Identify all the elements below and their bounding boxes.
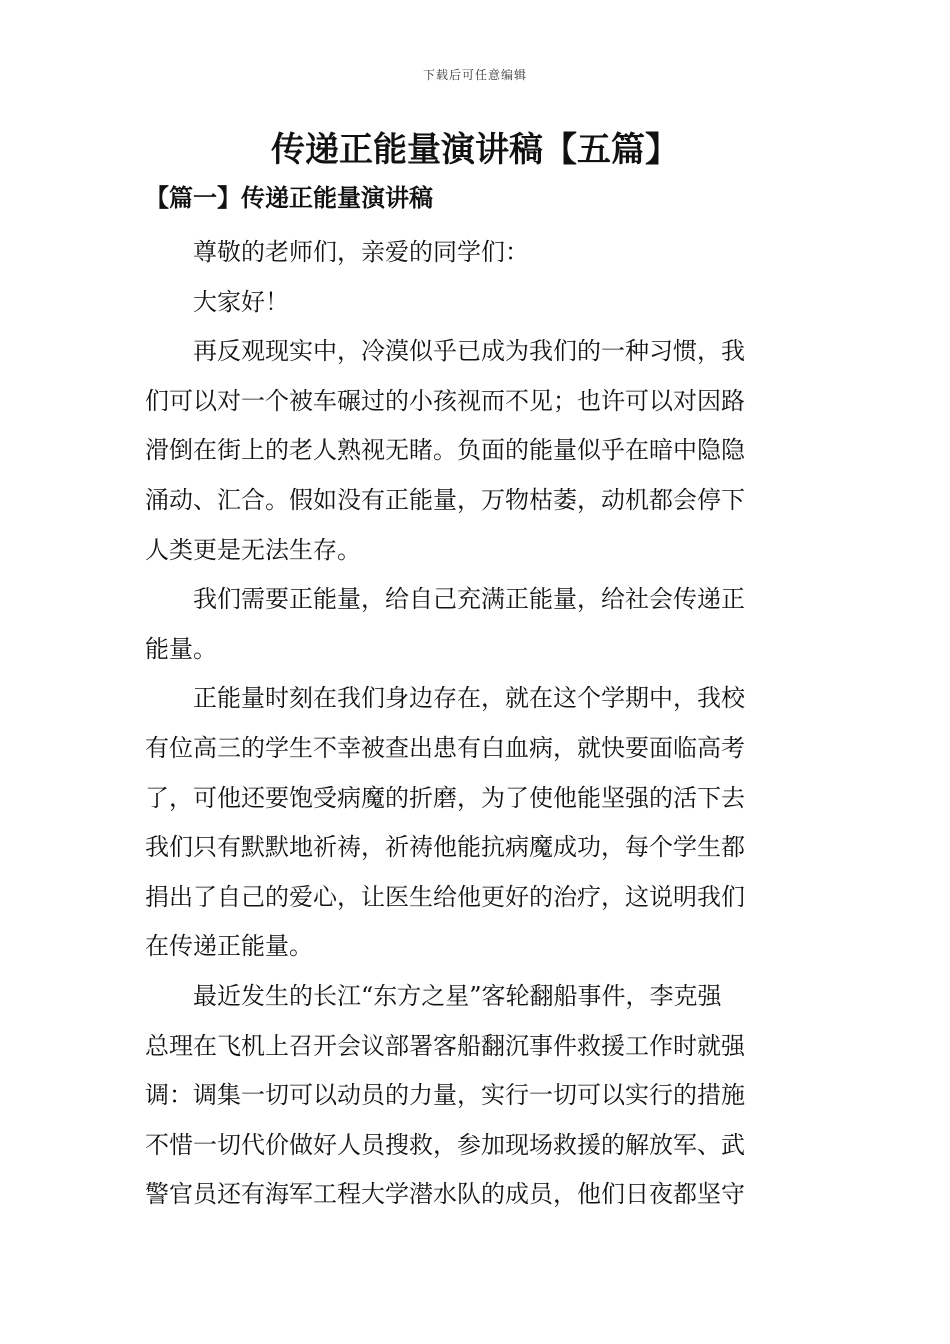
section-heading: 【篇一】传递正能量演讲稿 [145, 183, 433, 212]
paragraph-reality: 再反观现实中，冷漠似乎已成为我们的一种习惯，我 们可以对一个被车碾过的小孩视而不见；也许可以对因路 滑倒在街上的老人熟视无睹。负面的能量似乎在暗中隐隐 涌动、汇合。假如没有正能量，万物枯萎，动机都会停下 人类更是无法生存。 [145, 337, 745, 564]
document-body [145, 228, 807, 1220]
paragraph-school-story: 正能量时刻在我们身边存在，就在这个学期中，我校 有位高三的学生不幸被查出患有白血病，就快要面临高考 了，可他还要饱受病魔的折磨，为了使他能坚强的活下去 我们只有默默地祈祷，祈祷他能抗病魔成功，每个学生都 捐出了自己的爱心，让医生给他更好的治疗，这说明我们 在传递正能量。 [145, 684, 745, 961]
paragraph-need-energy: 我们需要正能量，给自己充满正能量，给社会传递正 能量。 [145, 585, 745, 663]
header-note: 下载后可任意编辑 [422, 68, 527, 82]
document-title: 传递正能量演讲稿【五篇】 [271, 130, 679, 170]
paragraph-greeting: 大家好！ [193, 287, 289, 316]
paragraph-salutation: 尊敬的老师们，亲爱的同学们： [193, 238, 529, 266]
paragraph-rescue-story: 最近发生的长江“东方之星”客轮翻船事件，李克强 总理在飞机上召开会议部署客船翻沉事件救援工作时就强 调：调集一切可以动员的力量，实行一切可以实行的措施 不惜一切代价做好人员搜救，参加现场救援的解放军、武 警官员还有海军工程大学潜水队的成员，他们日夜都坚守 [145, 981, 745, 1209]
